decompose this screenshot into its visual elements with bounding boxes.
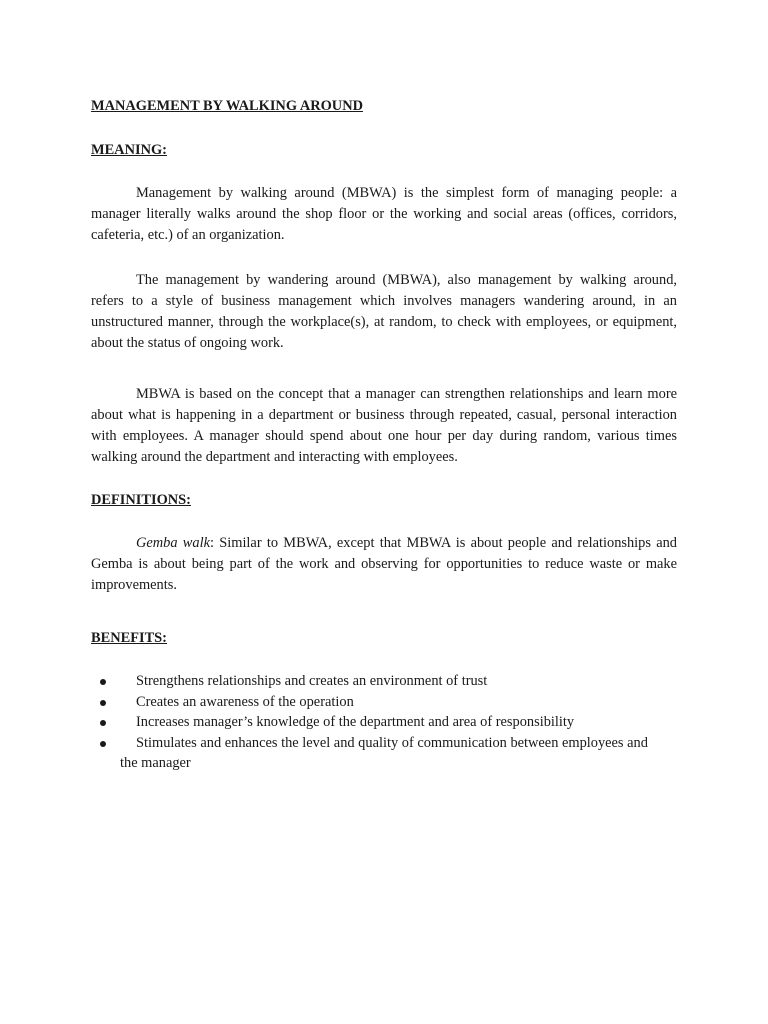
meaning-paragraph-2: The management by wandering around (MBWA), also management by walking around, refers to a style of business management which involves managers wandering around, in an unstructured manner, through the workplace(s), at random, to check with employees, or equipment, about the status of ongoing work. xyxy=(91,272,677,351)
definitions-heading: DEFINITIONS: xyxy=(91,492,191,508)
list-item xyxy=(91,692,677,713)
bullet-icon xyxy=(100,741,106,747)
definition-gemba-walk xyxy=(91,533,677,596)
meaning-paragraph-3: MBWA is based on the concept that a manager can strengthen relationships and learn more about what is happening in a department or business through repeated, casual, personal interaction with employees. A manager should spend about one hour per day during random, various times walking around the department and interacting with employees. xyxy=(91,386,677,465)
benefits-list xyxy=(91,671,677,774)
benefit-text-continuation: the manager xyxy=(120,755,191,771)
meaning-paragraph-1: Management by walking around (MBWA) is the simplest form of managing people: a manager literally walks around the shop floor or the working and social areas (offices, corridors, cafeteria, etc.) of an organization. xyxy=(91,185,677,243)
bullet-icon xyxy=(100,679,106,685)
bullet-icon xyxy=(100,720,106,726)
benefit-text: Strengthens relationships and creates an environment of trust xyxy=(136,673,488,689)
meaning-heading: MEANING: xyxy=(91,142,167,158)
definition-text: : Similar to MBWA, except that MBWA is about people and relationships and Gemba is about being part of the work and observing for opportunities to reduce waste or make improvements. xyxy=(91,535,677,593)
document-title: MANAGEMENT BY WALKING AROUND xyxy=(91,98,363,114)
list-item xyxy=(91,712,677,733)
bullet-icon xyxy=(100,700,106,706)
benefit-text: Stimulates and enhances the level and quality of communication between employees and xyxy=(136,734,648,751)
definition-term: Gemba walk xyxy=(136,535,210,551)
list-item xyxy=(91,671,677,692)
benefit-text: Creates an awareness of the operation xyxy=(136,693,354,710)
benefit-text: Increases manager’s knowledge of the department and area of responsibility xyxy=(136,714,575,730)
benefits-heading: BENEFITS: xyxy=(91,630,167,646)
list-item xyxy=(91,733,677,774)
document-body xyxy=(91,96,677,774)
